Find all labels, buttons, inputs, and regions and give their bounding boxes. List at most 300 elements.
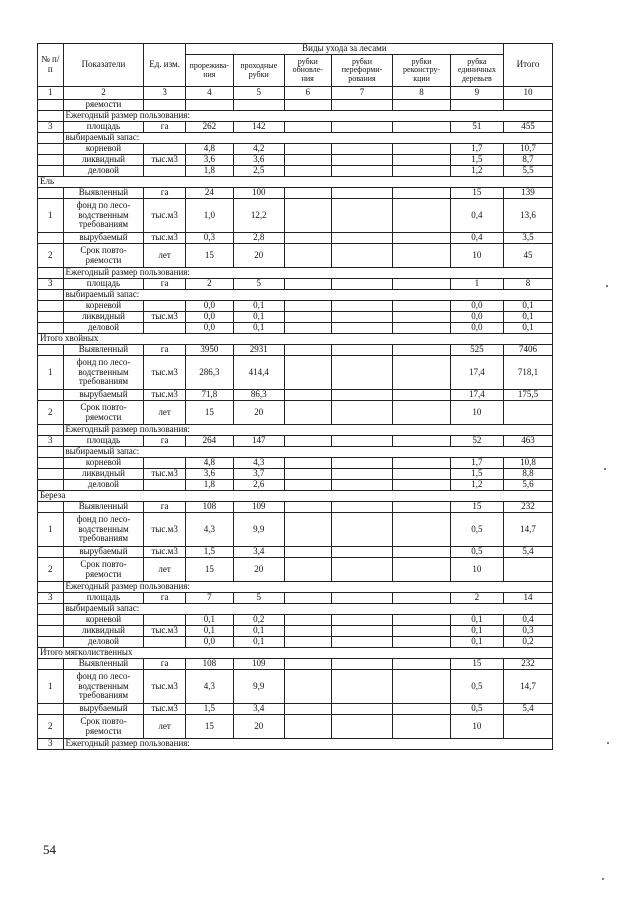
value-cell: 0,1 [450, 615, 503, 626]
indicator-cell: Выявленный [63, 345, 144, 356]
page-number: 54 [43, 842, 56, 857]
value-cell: 10 [450, 244, 503, 268]
row-number [38, 469, 64, 480]
table-row [38, 166, 553, 177]
value-cell: 147 [233, 436, 284, 447]
indicator-cell: выбираемый запас: [63, 604, 552, 615]
value-cell: 7 [185, 593, 233, 604]
value-cell: 8 [503, 279, 552, 290]
table-row [38, 715, 553, 739]
value-cell: 0,1 [450, 637, 503, 648]
value-cell [393, 155, 450, 166]
value-cell: 0,1 [233, 637, 284, 648]
value-cell: 2,8 [233, 233, 284, 244]
value-cell: 15 [185, 401, 233, 425]
value-cell [284, 301, 331, 312]
table-row [38, 356, 553, 390]
indicator-cell: корневой [63, 144, 144, 155]
value-cell [284, 670, 331, 704]
row-number [38, 290, 64, 301]
value-cell: 1,5 [450, 469, 503, 480]
value-cell: 1,8 [185, 480, 233, 491]
value-cell [284, 436, 331, 447]
row-number: 1 [38, 670, 64, 704]
value-cell: 1,2 [450, 166, 503, 177]
value-cell [331, 155, 393, 166]
indicator-cell: Срок повто- ряемости [63, 401, 144, 425]
indicator-cell: ликвидный [63, 626, 144, 637]
value-cell [393, 715, 450, 739]
unit-cell: тыс.м3 [144, 390, 185, 401]
value-cell [331, 199, 393, 233]
row-number [38, 425, 64, 436]
indicator-cell: ликвидный [63, 155, 144, 166]
indicator-cell: площадь [63, 593, 144, 604]
value-cell: 15 [450, 188, 503, 199]
unit-cell [144, 301, 185, 312]
value-cell: 0,1 [185, 615, 233, 626]
header-col: прорежива- ния [185, 55, 233, 87]
value-cell: 5,4 [503, 547, 552, 558]
row-number: 3 [38, 279, 64, 290]
header-group: Виды ухода за лесами [185, 44, 503, 55]
table-row [38, 244, 553, 268]
value-cell [331, 188, 393, 199]
value-cell [393, 144, 450, 155]
row-number [38, 188, 64, 199]
row-number [38, 659, 64, 670]
value-cell: 24 [185, 188, 233, 199]
value-cell [284, 637, 331, 648]
unit-cell [144, 144, 185, 155]
value-cell [284, 390, 331, 401]
unit-cell: тыс.м3 [144, 626, 185, 637]
indicator-cell: Выявленный [63, 502, 144, 513]
section-row [38, 334, 553, 345]
value-cell: 0,4 [450, 199, 503, 233]
value-cell [284, 558, 331, 582]
value-cell: 15 [185, 244, 233, 268]
table-row [38, 268, 553, 279]
column-number-row [38, 87, 553, 100]
value-cell: 108 [185, 502, 233, 513]
indicator-cell: площадь [63, 436, 144, 447]
indicator-cell: вырубаемый [63, 547, 144, 558]
value-cell [284, 100, 331, 111]
value-cell [393, 637, 450, 648]
value-cell [393, 401, 450, 425]
header-col: рубки реконстру- кции [393, 55, 450, 87]
value-cell: 52 [450, 436, 503, 447]
table-row [38, 111, 553, 122]
value-cell [503, 715, 552, 739]
value-cell [503, 401, 552, 425]
value-cell: 1,7 [450, 144, 503, 155]
indicator-cell: деловой [63, 480, 144, 491]
value-cell [284, 659, 331, 670]
value-cell: 4,8 [185, 144, 233, 155]
header-col: проходные рубки [233, 55, 284, 87]
value-cell [331, 659, 393, 670]
value-cell: 51 [450, 122, 503, 133]
unit-cell: тыс.м3 [144, 312, 185, 323]
table-row [38, 345, 553, 356]
value-cell: 1,5 [185, 547, 233, 558]
value-cell: 232 [503, 659, 552, 670]
table-row [38, 670, 553, 704]
row-number: 3 [38, 122, 64, 133]
table-row [38, 122, 553, 133]
value-cell: 0,0 [450, 301, 503, 312]
col-number: 7 [331, 87, 393, 100]
value-cell [284, 593, 331, 604]
value-cell [284, 155, 331, 166]
header-col: рубки переформи- рования [331, 55, 393, 87]
value-cell: 463 [503, 436, 552, 447]
table-row [38, 436, 553, 447]
unit-cell: тыс.м3 [144, 513, 185, 547]
row-number [38, 626, 64, 637]
value-cell [393, 480, 450, 491]
table-row [38, 547, 553, 558]
value-cell [284, 458, 331, 469]
value-cell [393, 279, 450, 290]
value-cell [393, 513, 450, 547]
value-cell [331, 100, 393, 111]
table-row [38, 447, 553, 458]
value-cell [331, 401, 393, 425]
value-cell: 12,2 [233, 199, 284, 233]
value-cell: 100 [233, 188, 284, 199]
value-cell [393, 626, 450, 637]
indicator-cell: деловой [63, 323, 144, 334]
table-row [38, 704, 553, 715]
row-number [38, 447, 64, 458]
value-cell: 8,8 [503, 469, 552, 480]
value-cell: 1,0 [185, 199, 233, 233]
value-cell [331, 458, 393, 469]
row-number: 1 [38, 199, 64, 233]
unit-cell [144, 323, 185, 334]
value-cell: 10 [450, 401, 503, 425]
value-cell [284, 547, 331, 558]
table-row [38, 144, 553, 155]
row-number [38, 615, 64, 626]
value-cell [284, 199, 331, 233]
value-cell [393, 345, 450, 356]
indicator-cell: ликвидный [63, 312, 144, 323]
header-indicator: Показатели [63, 44, 144, 87]
value-cell: 4,2 [233, 144, 284, 155]
unit-cell: га [144, 593, 185, 604]
table-row [38, 425, 553, 436]
unit-cell [144, 480, 185, 491]
unit-cell: тыс.м3 [144, 356, 185, 390]
row-number [38, 637, 64, 648]
value-cell: 17,4 [450, 390, 503, 401]
value-cell [331, 593, 393, 604]
value-cell: 20 [233, 715, 284, 739]
value-cell [393, 436, 450, 447]
value-cell [393, 233, 450, 244]
indicator-cell: деловой [63, 166, 144, 177]
section-label: Итого хвойных [38, 334, 553, 345]
value-cell: 71,8 [185, 390, 233, 401]
value-cell: 0,1 [503, 301, 552, 312]
header-col: рубки обновле- ния [284, 55, 331, 87]
value-cell [393, 502, 450, 513]
unit-cell: га [144, 188, 185, 199]
value-cell [393, 356, 450, 390]
value-cell [393, 458, 450, 469]
row-number: 3 [38, 436, 64, 447]
section-row [38, 491, 553, 502]
value-cell: 1 [450, 279, 503, 290]
value-cell [331, 390, 393, 401]
value-cell: 1,8 [185, 166, 233, 177]
value-cell [284, 188, 331, 199]
indicator-cell: фонд по лесо- водственным требованиям [63, 513, 144, 547]
header-col: рубка единичных деревьев [450, 55, 503, 87]
value-cell: 109 [233, 502, 284, 513]
row-number: 3 [38, 739, 64, 750]
value-cell [331, 480, 393, 491]
row-number [38, 133, 64, 144]
table-row [38, 100, 553, 111]
header-total: Итого [503, 44, 552, 87]
value-cell: 3,4 [233, 547, 284, 558]
row-number [38, 704, 64, 715]
value-cell: 0,0 [185, 301, 233, 312]
table-row [38, 323, 553, 334]
value-cell [284, 279, 331, 290]
value-cell: 2 [185, 279, 233, 290]
value-cell: 0,0 [185, 323, 233, 334]
value-cell: 108 [185, 659, 233, 670]
value-cell: 20 [233, 244, 284, 268]
value-cell [284, 144, 331, 155]
unit-cell: тыс.м3 [144, 704, 185, 715]
row-number [38, 458, 64, 469]
table-row [38, 637, 553, 648]
value-cell: 2 [450, 593, 503, 604]
table-row [38, 626, 553, 637]
unit-cell [144, 100, 185, 111]
value-cell [331, 670, 393, 704]
value-cell: 9,9 [233, 670, 284, 704]
table-row [38, 558, 553, 582]
value-cell: 718,1 [503, 356, 552, 390]
value-cell [331, 144, 393, 155]
row-number [38, 323, 64, 334]
value-cell [284, 715, 331, 739]
value-cell [331, 166, 393, 177]
indicator-cell: Ежегодный размер пользования: [63, 739, 552, 750]
value-cell [284, 122, 331, 133]
section-label: Береза [38, 491, 553, 502]
value-cell [503, 100, 552, 111]
value-cell: 2931 [233, 345, 284, 356]
value-cell [284, 626, 331, 637]
unit-cell: тыс.м3 [144, 199, 185, 233]
row-number [38, 582, 64, 593]
section-label: Ель [38, 177, 553, 188]
row-number: 3 [38, 593, 64, 604]
value-cell: 0,1 [233, 312, 284, 323]
col-number: 5 [233, 87, 284, 100]
indicator-cell: Срок повто- ряемости [63, 244, 144, 268]
col-number: 8 [393, 87, 450, 100]
row-number [38, 502, 64, 513]
value-cell: 8,7 [503, 155, 552, 166]
table-row [38, 458, 553, 469]
row-number: 1 [38, 513, 64, 547]
value-cell: 109 [233, 659, 284, 670]
col-number: 10 [503, 87, 552, 100]
value-cell [284, 469, 331, 480]
value-cell: 1,7 [450, 458, 503, 469]
row-number [38, 301, 64, 312]
value-cell [331, 469, 393, 480]
value-cell [393, 469, 450, 480]
value-cell [284, 356, 331, 390]
value-cell [284, 615, 331, 626]
value-cell: 142 [233, 122, 284, 133]
value-cell [331, 704, 393, 715]
value-cell: 3950 [185, 345, 233, 356]
unit-cell: тыс.м3 [144, 547, 185, 558]
value-cell: 0,5 [450, 704, 503, 715]
section-row [38, 648, 553, 659]
unit-cell [144, 458, 185, 469]
col-number: 2 [63, 87, 144, 100]
col-number: 3 [144, 87, 185, 100]
row-number: 2 [38, 558, 64, 582]
value-cell: 4,3 [233, 458, 284, 469]
value-cell: 10 [450, 715, 503, 739]
value-cell: 455 [503, 122, 552, 133]
unit-cell: га [144, 345, 185, 356]
table-row [38, 593, 553, 604]
indicator-cell: Ежегодный размер пользования: [63, 582, 552, 593]
table-row [38, 401, 553, 425]
unit-cell: тыс.м3 [144, 233, 185, 244]
value-cell: 0,4 [450, 233, 503, 244]
value-cell: 14 [503, 593, 552, 604]
value-cell [393, 547, 450, 558]
value-cell [284, 166, 331, 177]
value-cell [393, 593, 450, 604]
row-number [38, 155, 64, 166]
value-cell: 3,4 [233, 704, 284, 715]
unit-cell: га [144, 436, 185, 447]
value-cell: 3,5 [503, 233, 552, 244]
value-cell: 262 [185, 122, 233, 133]
value-cell: 4,8 [185, 458, 233, 469]
value-cell [331, 558, 393, 582]
row-number [38, 345, 64, 356]
row-number [38, 268, 64, 279]
value-cell: 0,0 [185, 312, 233, 323]
indicator-cell: корневой [63, 301, 144, 312]
indicator-cell: Выявленный [63, 188, 144, 199]
indicator-cell: ликвидный [63, 469, 144, 480]
header-num: № п/п [38, 44, 64, 87]
value-cell: 3,6 [185, 469, 233, 480]
section-label: Итого мягколиственных [38, 648, 553, 659]
value-cell: 0,0 [450, 312, 503, 323]
indicator-cell: вырубаемый [63, 704, 144, 715]
value-cell: 0,4 [503, 615, 552, 626]
unit-cell [144, 615, 185, 626]
table-row [38, 188, 553, 199]
value-cell [284, 704, 331, 715]
value-cell: 286,3 [185, 356, 233, 390]
value-cell [331, 323, 393, 334]
row-number: 2 [38, 244, 64, 268]
value-cell [331, 513, 393, 547]
value-cell [393, 615, 450, 626]
unit-cell: лет [144, 401, 185, 425]
row-number: 2 [38, 401, 64, 425]
value-cell [393, 704, 450, 715]
value-cell: 0,5 [450, 547, 503, 558]
header-unit: Ед. изм. [144, 44, 185, 87]
unit-cell: тыс.м3 [144, 469, 185, 480]
value-cell [393, 188, 450, 199]
value-cell [331, 244, 393, 268]
value-cell [450, 100, 503, 111]
value-cell: 5 [233, 279, 284, 290]
value-cell: 525 [450, 345, 503, 356]
value-cell [331, 312, 393, 323]
value-cell: 0,0 [450, 323, 503, 334]
value-cell: 10,8 [503, 458, 552, 469]
row-number [38, 100, 64, 111]
indicator-cell: вырубаемый [63, 390, 144, 401]
value-cell: 4,3 [185, 513, 233, 547]
value-cell: 0,2 [503, 637, 552, 648]
value-cell: 0,3 [503, 626, 552, 637]
value-cell [331, 122, 393, 133]
row-number [38, 312, 64, 323]
unit-cell: тыс.м3 [144, 670, 185, 704]
value-cell: 3,6 [233, 155, 284, 166]
value-cell [331, 626, 393, 637]
unit-cell: лет [144, 558, 185, 582]
value-cell [284, 480, 331, 491]
indicator-cell: корневой [63, 458, 144, 469]
unit-cell: лет [144, 244, 185, 268]
scan-speck [607, 742, 609, 744]
row-number [38, 233, 64, 244]
value-cell: 9,9 [233, 513, 284, 547]
table-row [38, 615, 553, 626]
value-cell [331, 345, 393, 356]
indicator-cell: Ежегодный размер пользования: [63, 425, 552, 436]
value-cell: 0,1 [185, 626, 233, 637]
value-cell [393, 100, 450, 111]
table-body [38, 100, 553, 750]
indicator-cell: Срок повто- ряемости [63, 715, 144, 739]
col-number: 6 [284, 87, 331, 100]
unit-cell [144, 166, 185, 177]
row-number: 2 [38, 715, 64, 739]
unit-cell: га [144, 279, 185, 290]
table-row [38, 502, 553, 513]
indicator-cell: фонд по лесо- водственным требованиям [63, 670, 144, 704]
value-cell: 45 [503, 244, 552, 268]
